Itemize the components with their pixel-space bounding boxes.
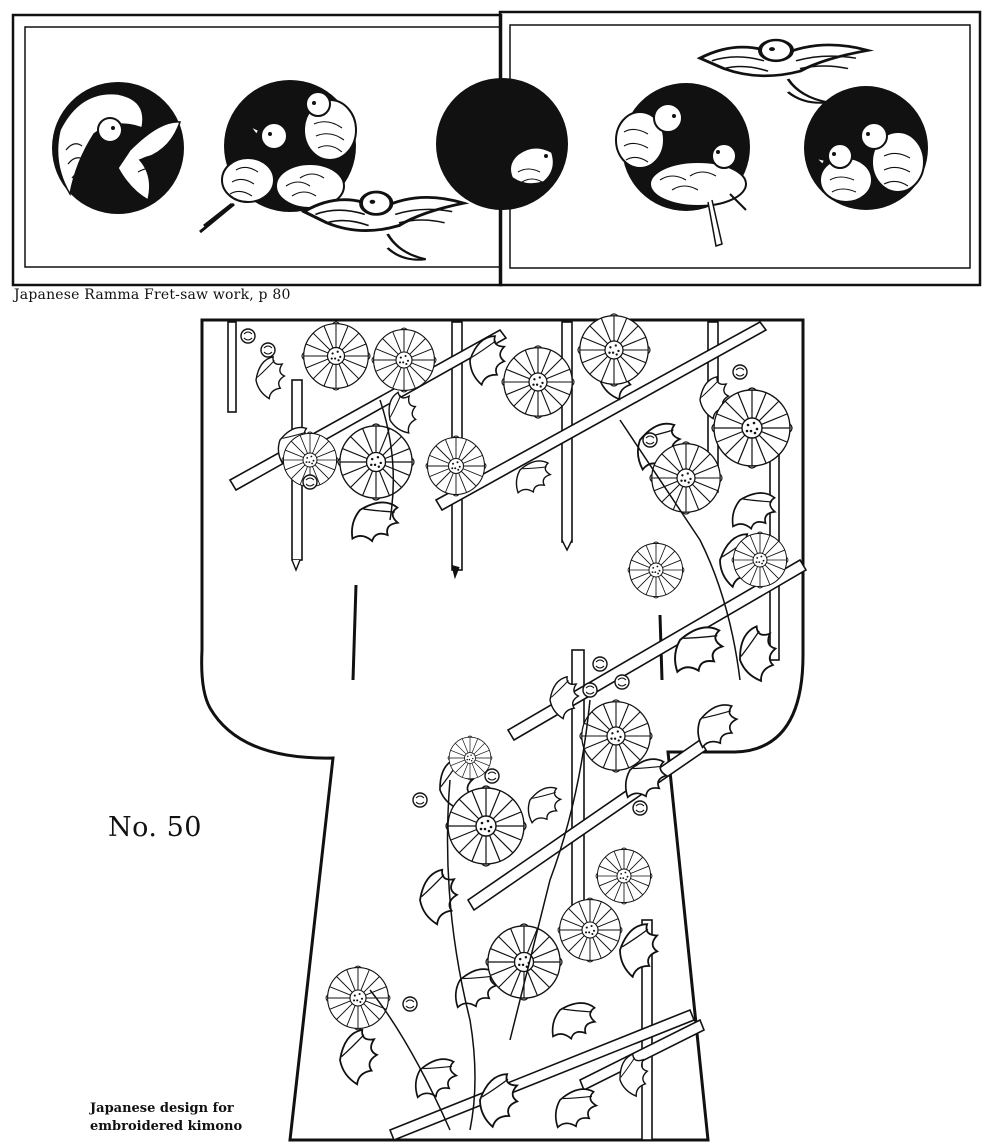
kimono-caption-line-2: embroidered kimono [90,1119,243,1134]
roundel-3 [436,78,568,210]
ramma-panel-illustration [0,0,993,290]
roundel-5 [804,86,928,210]
kimono-illustration [0,310,993,1146]
flying-bird-center [304,192,464,260]
ramma-caption: Japanese Ramma Fret-saw work, p 80 [14,287,291,303]
roundel-1 [52,82,184,214]
plate-number: No. 50 [108,812,202,843]
roundel-4 [616,83,750,246]
kimono-caption [90,1100,242,1136]
kimono-caption-line-1: Japanese design for [90,1101,234,1116]
